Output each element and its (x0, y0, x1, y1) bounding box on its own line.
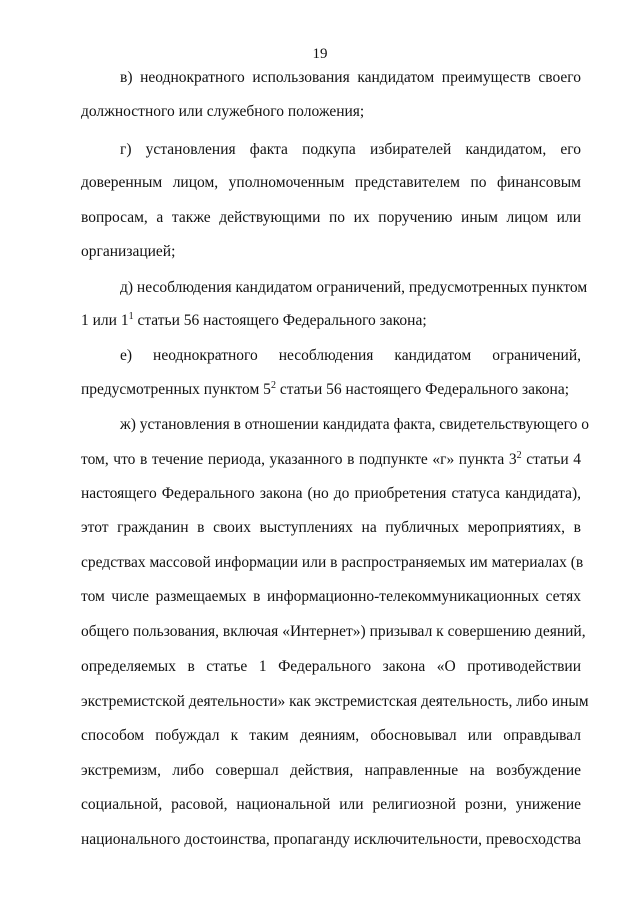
text-line (81, 311, 581, 331)
text-line: средствах массовой информации или в распространяемых им материалах (в (81, 554, 584, 571)
superscript: 1 (128, 311, 134, 322)
text-line: социальной, расовой, национальной или религиозной розни, унижение (81, 796, 581, 813)
text-fragment: 1 или 1 (81, 312, 129, 329)
text-line: организацией; (81, 243, 176, 260)
page-number: 19 (312, 46, 328, 62)
text-line: вопросам, а также действующими по их поручению иным лицом или (81, 209, 581, 226)
text-line: экстремизм, либо совершал действия, направленные на возбуждение (81, 762, 581, 779)
text-fragment: предусмотренных пунктом 5 (81, 381, 271, 398)
text-line: этот гражданин в своих выступлениях на публичных мероприятиях, в (81, 519, 581, 536)
text-line: д) несоблюдения кандидатом ограничений, предусмотренных пунктом (120, 279, 588, 296)
text-line: в) неоднократного использования кандидатом преимуществ своего (120, 69, 581, 86)
superscript: 2 (270, 380, 276, 391)
text-line: ж) установления в отношении кандидата факта, свидетельствующего о (120, 416, 589, 433)
text-line: должностного или служебного положения; (81, 103, 365, 120)
text-line: настоящего Федерального закона (но до приобретения статуса кандидата), (81, 485, 581, 502)
superscript: 2 (516, 450, 522, 461)
text-line: том числе размещаемых в информационно-телекоммуникационных сетях (81, 588, 581, 605)
text-line: доверенным лицом, уполномоченным представителем по финансовым (81, 174, 581, 191)
text-fragment: статьи 4 (521, 451, 581, 468)
text-line (81, 380, 581, 400)
text-line: национального достоинства, пропаганду исключительности, превосходства (81, 831, 581, 848)
text-line (81, 450, 581, 470)
text-fragment: том, что в течение периода, указанного в подпункте «г» пункта 3 (81, 451, 517, 468)
text-line: экстремистской деятельности» как экстремистская деятельность, либо иным (81, 693, 589, 710)
text-line: общего пользования, включая «Интернет») призывал к совершению деяний, (81, 623, 586, 640)
text-line: способом побуждал к таким деяниям, обосновывал или оправдывал (81, 727, 581, 744)
text-line: е) неоднократного несоблюдения кандидатом ограничений, (120, 347, 581, 364)
text-fragment: статьи 56 настоящего Федерального закона; (275, 381, 570, 398)
text-line: определяемых в статье 1 Федерального закона «О противодействии (81, 658, 581, 675)
text-line: г) установления факта подкупа избирателей кандидатом, его (120, 141, 581, 158)
text-fragment: статьи 56 настоящего Федерального закона; (133, 312, 427, 329)
